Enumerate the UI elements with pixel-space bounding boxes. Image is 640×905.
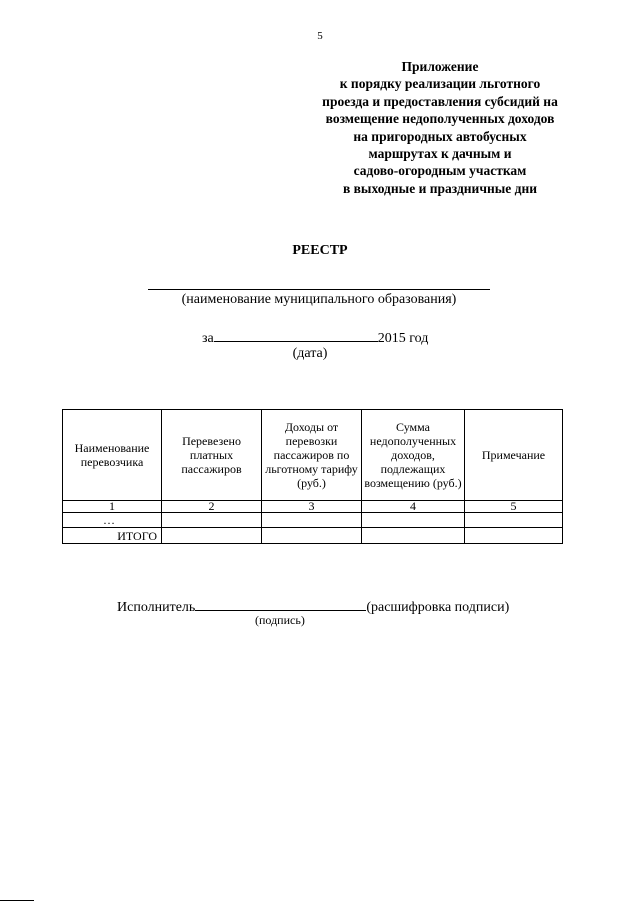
corner-line [0,900,34,901]
signature-row [117,596,509,616]
signature-label: Исполнитель [117,600,196,615]
signature-decoding: (расшифровка подписи) [366,600,510,615]
column-number: 3 [262,501,362,513]
header-preferential-income: Доходы от перевозки пассажиров по льготному тарифу (руб.) [262,410,362,501]
document-title: РЕЕСТР [292,243,348,258]
table-cell [465,528,563,544]
column-number: 2 [162,501,262,513]
municipality-blank-line [148,289,490,290]
appendix-line: садово-огородным участкам [353,163,527,179]
table-cell [362,528,465,544]
page-number: 5 [317,30,323,42]
header-carrier: Наименование перевозчика [63,410,162,501]
signature-blank-line [195,596,366,611]
date-caption: (дата) [292,346,328,361]
column-number: 4 [362,501,465,513]
table-cell [162,528,262,544]
header-note: Примечание [465,410,563,501]
table-cell [465,513,563,528]
appendix-line: проезда и предоставления субсидий на [322,93,558,109]
total-row [63,528,563,544]
appendix-line: к порядку реализации льготного [339,76,541,92]
period-suffix: 2015 год [377,331,429,346]
table-row [63,513,563,528]
period-prefix: за [202,331,214,346]
table-cell [262,513,362,528]
appendix-line: в выходные и праздничные дни [342,180,538,196]
appendix-line: на пригородных автобусных [353,128,527,144]
registry-table [62,409,563,544]
date-blank-line [214,327,378,342]
municipality-caption: (наименование муниципального образования) [181,292,457,307]
table-cell [262,528,362,544]
column-number-row [63,501,563,513]
table-header-row [63,410,563,501]
appendix-line: маршрутах к дачным и [368,146,512,162]
header-lost-income: Сумма недополученных доходов, подлежащих возмещению (руб.) [362,410,465,501]
period-row [202,327,428,347]
column-number: 5 [465,501,563,513]
column-number: 1 [63,501,162,513]
header-paid-passengers: Перевезено платных пассажиров [162,410,262,501]
ellipsis-cell: … [63,513,162,528]
appendix-line: возмещение недополученных доходов [325,111,555,127]
table-cell [162,513,262,528]
appendix-line: Приложение [401,59,479,74]
appendix-header [300,58,580,197]
total-label: ИТОГО [63,528,162,544]
signature-caption: (подпись) [255,613,305,627]
table-cell [362,513,465,528]
